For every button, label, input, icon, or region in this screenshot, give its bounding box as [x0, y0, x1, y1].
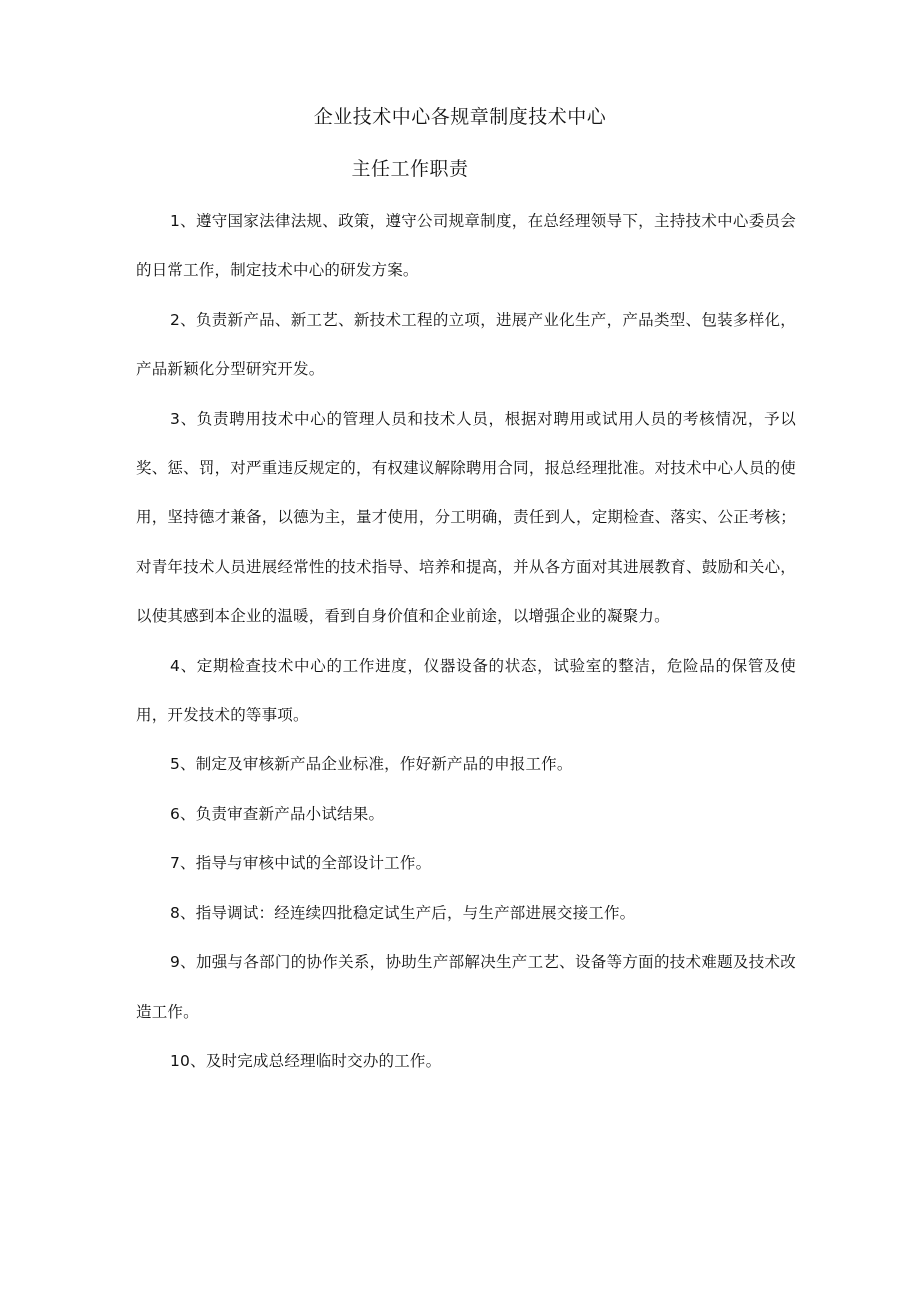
- document-title: 企业技术中心各规章制度技术中心: [313, 106, 607, 128]
- paragraph-7: 7、指导与审核中试的全部设计工作。: [170, 854, 432, 873]
- document-body: [136, 197, 796, 1086]
- paragraph-10: 10、及时完成总经理临时交办的工作。: [170, 1051, 442, 1070]
- paragraph-8: 8、指导调试：经连续四批稳定试生产后，与生产部进展交接工作。: [170, 903, 636, 922]
- paragraph-5: 5、制定及审核新产品企业标准，作好新产品的申报工作。: [170, 755, 573, 774]
- document-subtitle: 主任工作职责: [351, 158, 469, 180]
- paragraph-6: 6、负责审查新产品小试结果。: [170, 804, 385, 823]
- paragraph-4: 4、定期检查技术中心的工作进度，仪器设备的状态，试验室的整洁，危险品的保管及使用，开发技术的等事项。: [136, 656, 796, 725]
- paragraph-9: 9、加强与各部门的协作关系，协助生产部解决生产工艺、设备等方面的技术难题及技术改造工作。: [136, 953, 796, 1021]
- paragraph-1: 1、遵守国家法律法规、政策，遵守公司规章制度，在总经理领导下，主持技术中心委员会的日常工作，制定技术中心的研发方案。: [136, 212, 796, 280]
- paragraph-2: 2、负责新产品、新工艺、新技术工程的立项，进展产业化生产，产品类型、包装多样化，产品新颖化分型研究开发。: [136, 310, 796, 379]
- paragraph-3: 3、负责聘用技术中心的管理人员和技术人员，根据对聘用或试用人员的考核情况，予以奖、惩、罚，对严重违反规定的，有权建议解除聘用合同，报总经理批准。对技术中心人员的使用，坚持德才兼备，以德为主，量才使用，分工明确，责任到人，定期检查、落实、公正考核；对青年技术人员进展经常性的技术指导、培养和提高，并从各方面对其进展教育、鼓励和关心，以使其感到本企业的温暖，看到自身价值和企业前途，以增强企业的凝聚力。: [136, 409, 796, 626]
